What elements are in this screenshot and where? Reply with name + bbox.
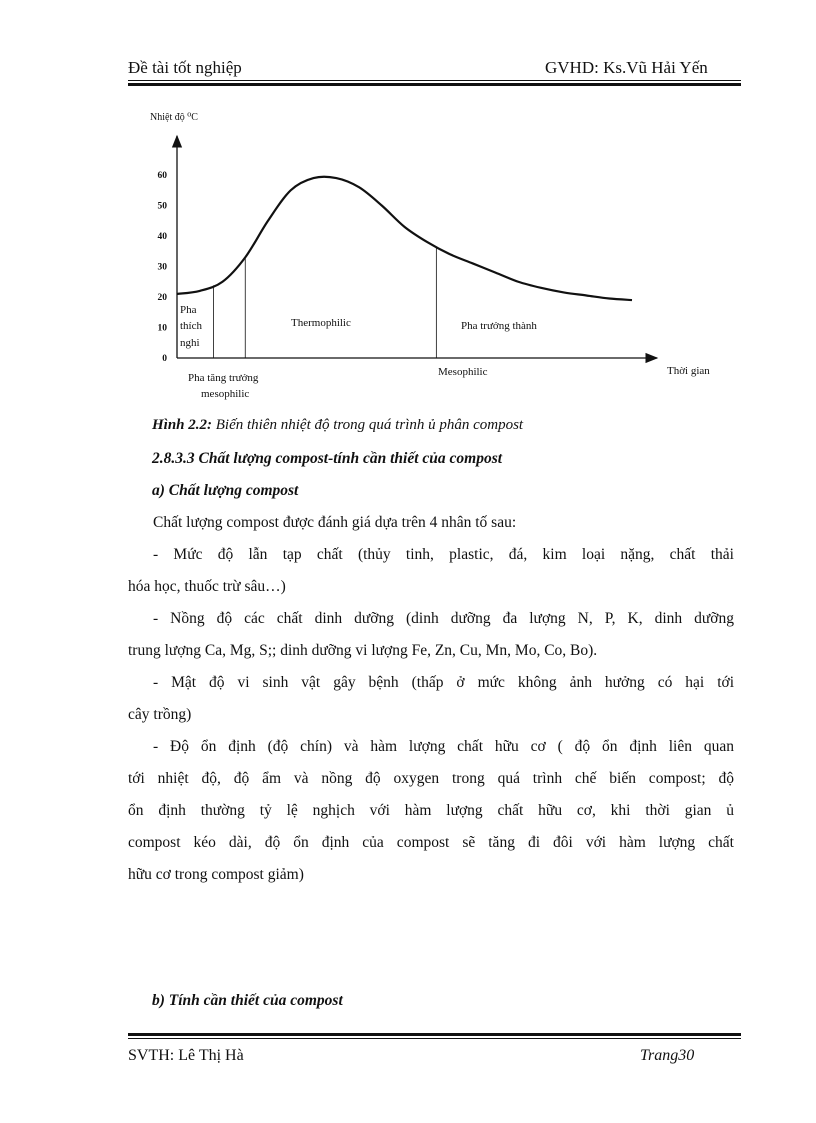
y-tick-label: 30: [157, 262, 167, 273]
phase-thermophilic-label: Thermophilic: [291, 317, 351, 329]
y-tick-label: 60: [157, 171, 167, 181]
temperature-chart: [0, 0, 816, 410]
page-number: Trang30: [640, 1047, 695, 1064]
list-item-3-line-1: - Mật độ vi sinh vật gây bệnh (thấp ở mức không ảnh hưởng có hại tới: [153, 674, 734, 691]
list-item-1-line-2: hóa học, thuốc trừ sâu…): [128, 578, 286, 595]
list-item-2-line-2: trung lượng Ca, Mg, S;; dinh dưỡng vi lượng Fe, Zn, Cu, Mn, Mo, Co, Bo).: [128, 642, 598, 659]
header-advisor: GVHD: Ks.Vũ Hải Yến: [545, 58, 708, 77]
phase-growth-label-1: Pha tăng trưởng: [188, 372, 259, 384]
caption-label: Hình 2.2:: [152, 417, 213, 433]
list-item-4-line-3: ổn định thường tỷ lệ nghịch với hàm lượng chất hữu cơ, khi thời gian ủ: [128, 802, 734, 819]
subheading-a: a) Chất lượng compost: [152, 482, 299, 499]
x-axis-label: Thời gian: [667, 365, 710, 377]
footer-author: SVTH: Lê Thị Hà: [128, 1047, 244, 1064]
list-item-4-line-1: - Độ ổn định (độ chín) và hàm lượng chất hữu cơ ( độ ổn định liên quan: [153, 738, 734, 755]
footer-rule-thick: [128, 1033, 741, 1036]
y-tick-label: 20: [157, 293, 167, 303]
list-item-3-line-2: cây trồng): [128, 706, 192, 723]
list-item-1-line-1: - Mức độ lẫn tạp chất (thủy tinh, plastic, đá, kim loại nặng, chất thải: [153, 546, 734, 563]
footer-rule-thin: [128, 1038, 741, 1039]
list-item-2: [128, 603, 734, 667]
phase-mature-label: Pha trưởng thành: [461, 320, 537, 332]
list-item-4-line-4: compost kéo dài, độ ổn định của compost sẽ tăng đi đôi với hàm lượng chất: [128, 834, 734, 851]
list-item-4: [128, 731, 734, 891]
list-item-3: [128, 667, 734, 731]
list-item-4-line-5: hữu cơ trong compost giảm): [128, 866, 304, 883]
caption-text: Biến thiên nhiệt độ trong quá trình ủ phân compost: [212, 417, 524, 433]
y-tick-label: 40: [157, 232, 167, 242]
list-item-1: [128, 539, 734, 603]
y-tick-label: 10: [157, 323, 167, 334]
y-tick-label: 50: [157, 201, 167, 212]
phase-mesophilic-label: Mesophilic: [438, 366, 488, 378]
intro-paragraph: Chất lượng compost được đánh giá dựa trên 4 nhân tố sau:: [153, 514, 517, 531]
header-title: Đề tài tốt nghiệp: [128, 58, 242, 77]
phase-adapt-label-2: thích: [180, 320, 202, 332]
phase-growth-label-2: mesophilic: [201, 388, 250, 400]
list-item-2-line-1: - Nồng độ các chất dinh dưỡng (dinh dưỡng đa lượng N, P, K, dinh dưỡng: [153, 610, 734, 627]
y-axis-label: Nhiệt độ ⁰C: [150, 112, 198, 123]
subheading-b: b) Tính cần thiết của compost: [152, 992, 343, 1009]
list-item-4-line-2: tới nhiệt độ, độ ẩm và nồng độ oxygen trong quá trình chế biến compost; độ: [128, 770, 734, 787]
phase-adapt-label-1: Pha: [180, 304, 197, 316]
figure-caption: [152, 417, 523, 434]
y-tick-label: 0: [162, 354, 167, 364]
phase-adapt-label-3: nghi: [180, 337, 200, 349]
section-heading: 2.8.3.3 Chất lượng compost-tính cần thiết của compost: [152, 450, 503, 467]
